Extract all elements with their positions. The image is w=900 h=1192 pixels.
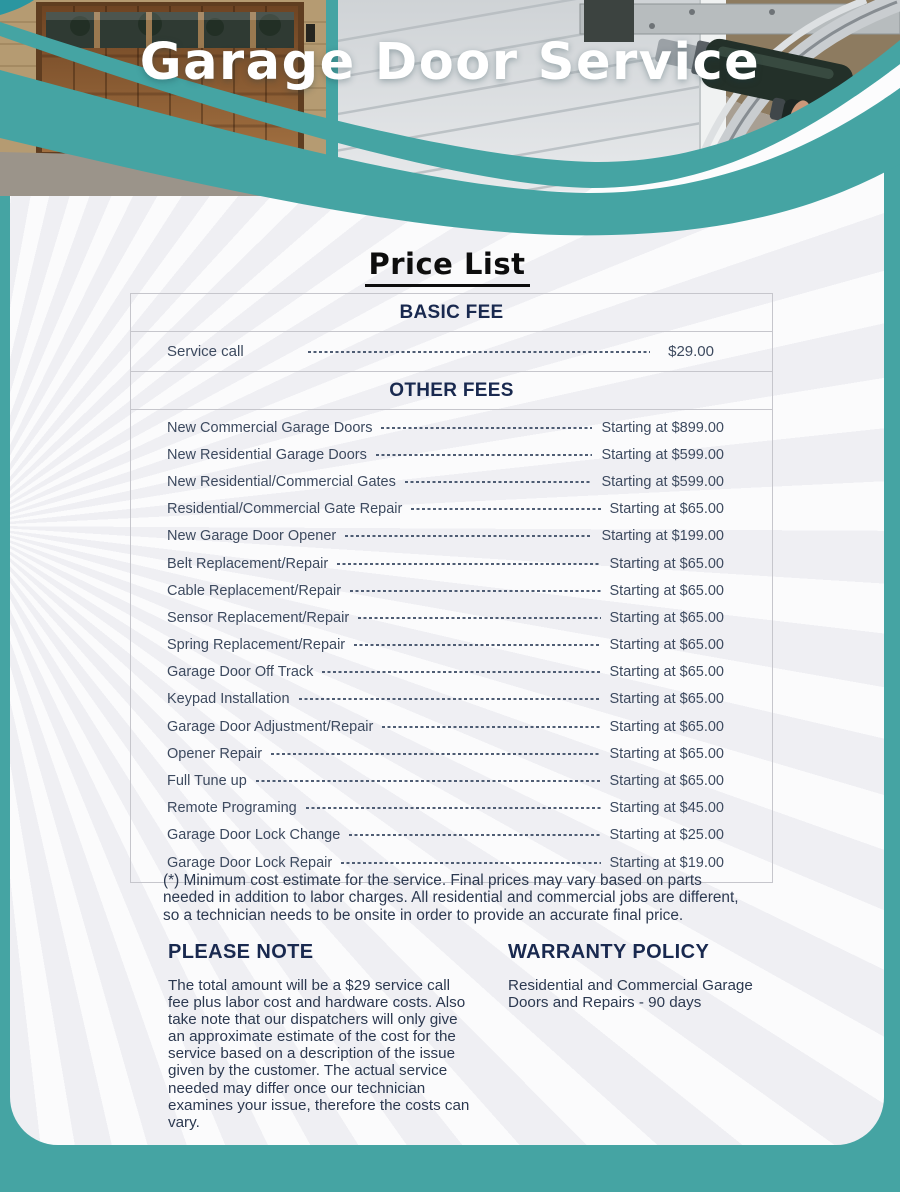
fee-row: [131, 550, 772, 577]
fee-price: Starting at $65.00: [609, 745, 724, 762]
fee-label: Cable Replacement/Repair: [167, 582, 342, 599]
fee-label: New Residential/Commercial Gates: [167, 473, 396, 490]
page-title: Garage Door Service: [139, 33, 761, 92]
dotted-leader: [405, 481, 593, 483]
please-note-heading: PLEASE NOTE: [168, 941, 314, 963]
fee-price: Starting at $25.00: [609, 827, 724, 844]
fee-price: Starting at $199.00: [601, 528, 724, 545]
fee-row: [131, 740, 772, 767]
warranty-section: [508, 941, 760, 1011]
fee-price: Starting at $65.00: [609, 582, 724, 599]
fee-label: New Commercial Garage Doors: [167, 419, 373, 436]
fee-label: New Residential Garage Doors: [167, 446, 367, 463]
dotted-leader: [337, 563, 600, 565]
fee-row: [131, 822, 772, 849]
fee-price: Starting at $65.00: [609, 609, 724, 626]
warranty-body: Residential and Commercial Garage Doors and Repairs - 90 days: [508, 977, 753, 1012]
fee-table: [130, 293, 773, 883]
footnote: (*) Minimum cost estimate for the service. Final prices may vary based on parts needed in addition to labor charges. All residential and commercial jobs are different, so a technician needs to be onsite in order to provide an accurate final price.: [163, 872, 739, 924]
fee-label: Service call: [167, 343, 244, 360]
basic-fee-rows: [131, 332, 772, 372]
other-fees-rows: [131, 410, 772, 882]
other-fees-header: OTHER FEES: [131, 372, 772, 410]
fee-row: [131, 767, 772, 794]
fee-price: Starting at $65.00: [609, 637, 724, 654]
fee-price: Starting at $65.00: [609, 691, 724, 708]
dotted-leader: [411, 508, 600, 510]
fee-label: Residential/Commercial Gate Repair: [167, 501, 403, 518]
fee-label: Opener Repair: [167, 745, 263, 762]
fee-label: Garage Door Lock Repair: [167, 854, 333, 871]
fee-label: Garage Door Lock Change: [167, 827, 341, 844]
fee-label: Keypad Installation: [167, 691, 290, 708]
fee-price: Starting at $599.00: [601, 446, 724, 463]
dotted-leader: [354, 644, 600, 646]
fee-row: [131, 496, 772, 523]
fee-label: Garage Door Off Track: [167, 664, 314, 681]
fee-row: [131, 523, 772, 550]
fee-label: Belt Replacement/Repair: [167, 555, 329, 572]
fee-row: [131, 332, 772, 371]
fee-price: Starting at $599.00: [601, 473, 724, 490]
fee-row: [131, 713, 772, 740]
dotted-leader: [308, 351, 650, 353]
fee-label: New Garage Door Opener: [167, 528, 337, 545]
dotted-leader: [381, 427, 592, 429]
fee-row: [131, 577, 772, 604]
price-list-heading: Price List: [10, 247, 884, 281]
fee-label: Sensor Replacement/Repair: [167, 609, 350, 626]
fee-row: [131, 414, 772, 441]
dotted-leader: [299, 698, 601, 700]
please-note-body: The total amount will be a $29 service call fee plus labor cost and hardware costs. Also take note that our dispatchers will only give an approximate estimate of the cost for the service based on a description of the issue given by the customer. The actual service needed may differ once our technician examines your issue, therefore the costs can vary.: [168, 977, 470, 1131]
fee-price: $29.00: [668, 343, 714, 360]
dotted-leader: [382, 726, 600, 728]
dotted-leader: [349, 834, 600, 836]
fee-price: Starting at $45.00: [609, 800, 724, 817]
dotted-leader: [376, 454, 593, 456]
dotted-leader: [322, 671, 600, 673]
dotted-leader: [306, 807, 601, 809]
fee-row: [131, 795, 772, 822]
fee-label: Garage Door Adjustment/Repair: [167, 718, 374, 735]
warranty-heading: WARRANTY POLICY: [508, 941, 710, 963]
fee-price: Starting at $65.00: [609, 718, 724, 735]
fee-price: Starting at $19.00: [609, 854, 724, 871]
fee-row: [131, 686, 772, 713]
fee-price: Starting at $899.00: [601, 419, 724, 436]
fee-row: [131, 441, 772, 468]
dotted-leader: [341, 862, 600, 864]
fee-label: Spring Replacement/Repair: [167, 637, 346, 654]
fee-price: Starting at $65.00: [609, 773, 724, 790]
fee-row: [131, 659, 772, 686]
dotted-leader: [350, 590, 600, 592]
dotted-leader: [345, 535, 592, 537]
fee-price: Starting at $65.00: [609, 555, 724, 572]
fee-label: Full Tune up: [167, 773, 247, 790]
fee-row: [131, 468, 772, 495]
fee-label: Remote Programing: [167, 800, 297, 817]
fee-price: Starting at $65.00: [609, 501, 724, 518]
fee-price: Starting at $65.00: [609, 664, 724, 681]
dotted-leader: [271, 753, 600, 755]
basic-fee-header: BASIC FEE: [131, 294, 772, 332]
please-note-section: [168, 941, 470, 1131]
fee-row: [131, 604, 772, 631]
dotted-leader: [358, 617, 600, 619]
header-banner: [0, 0, 900, 250]
fee-row: [131, 632, 772, 659]
dotted-leader: [256, 780, 601, 782]
